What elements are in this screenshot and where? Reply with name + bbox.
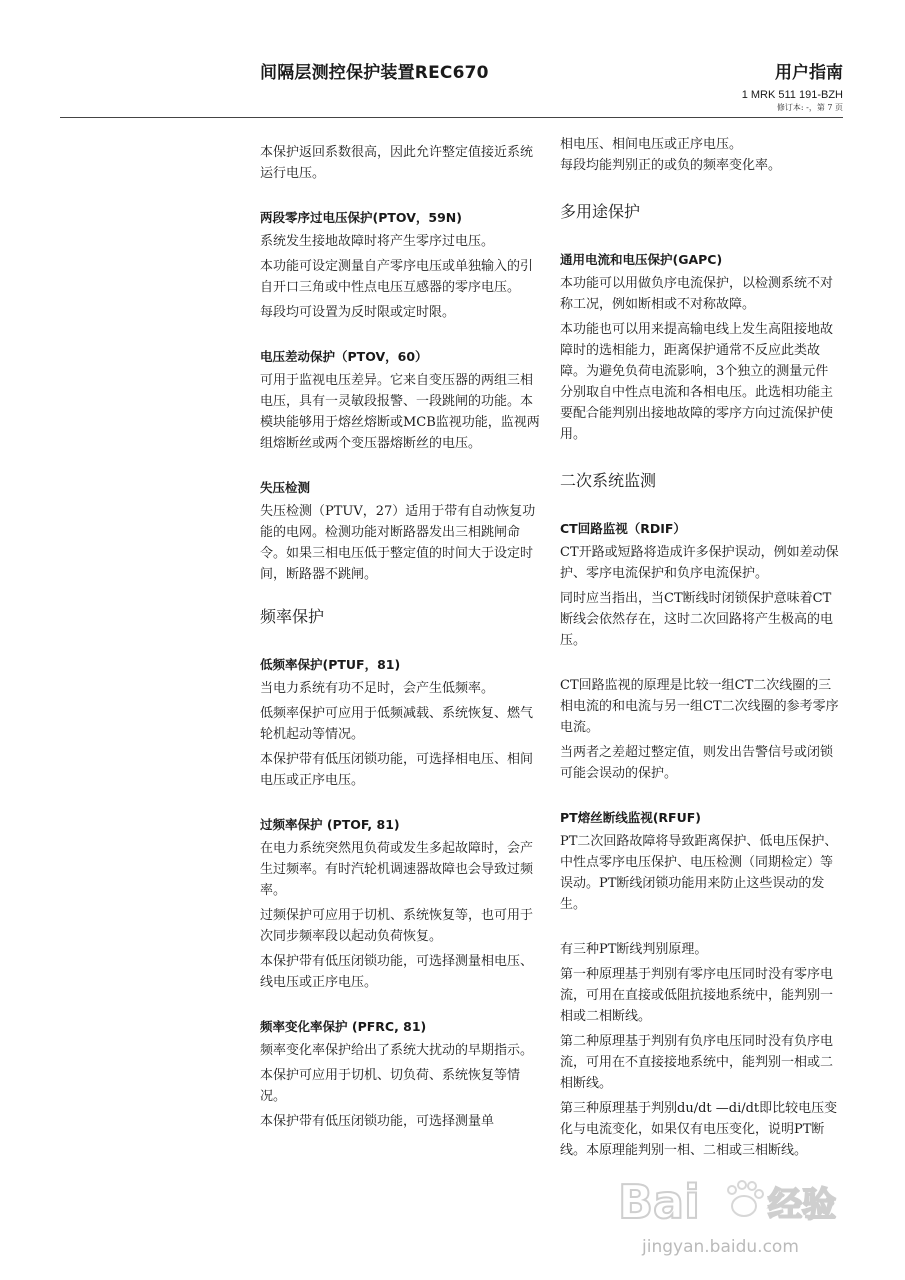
paragraph: 每段均可设置为反时限或定时限。: [260, 305, 456, 320]
paragraph: 可用于监视电压差异。它来自变压器的两组三相电压，具有一灵敏段报警、一段跳闸的功能。本模块能够用于熔丝熔断或MCB监视功能，监视两组熔断丝或两个变压器熔断丝的电压。: [260, 373, 540, 451]
paragraph: 相电压、相间电压或正序电压。: [560, 137, 743, 152]
subheading-gapc: 通用电流和电压保护(GAPC): [560, 252, 723, 267]
subheading-rfuf: PT熔丝断线监视(RFUF): [560, 810, 701, 825]
section-heading-multipurpose: 多用途保护: [560, 202, 641, 221]
document-id: 1 MRK 511 191-BZH: [741, 89, 843, 101]
paragraph: 低频率保护可应用于低频减载、系统恢复、燃气轮机起动等情况。: [260, 706, 534, 742]
paragraph: 有三种PT断线判别原理。: [560, 942, 708, 957]
paragraph: CT开路或短路将造成许多保护误动，例如差动保护、零序电流保护和负序电流保护。: [560, 545, 839, 581]
paragraph: 本保护返回系数很高，因此允许整定值接近系统运行电压。: [260, 145, 534, 181]
watermark-brand: Bai: [618, 1175, 700, 1229]
revision-page: 修订本: -，第 7 页: [776, 103, 843, 112]
paragraph: 第三种原理基于判别du/dt —di/dt即比较电压变化与电流变化，如果仅有电压变化，说明PT断线。本原理能判别一相、二相或三相断线。: [560, 1101, 838, 1158]
paragraph: 过频保护可应用于切机、系统恢复等，也可用于次同步频率段以起动负荷恢复。: [260, 908, 534, 944]
paragraph: 本保护带有低压闭锁功能，可选择测量相电压、线电压或正序电压。: [260, 954, 534, 990]
paragraph: 失压检测（PTUV，27）适用于带有自动恢复功能的电网。检测功能对断路器发出三相跳闸命令。如果三相电压低于整定值的时间大于设定时间，断路器不跳闸。: [260, 504, 536, 582]
paragraph: 本功能可设定测量自产零序电压或单独输入的引自开口三角或中性点电压互感器的零序电压。: [260, 259, 534, 295]
paragraph: 当电力系统有功不足时，会产生低频率。: [260, 681, 495, 696]
paragraph: 本保护可应用于切机、切负荷、系统恢复等情况。: [260, 1068, 521, 1104]
paragraph: CT回路监视的原理是比较一组CT二次线圈的三相电流的和电流与另一组CT二次线圈的参考零序电流。: [560, 678, 839, 735]
paragraph: 本功能也可以用来提高输电线上发生高阻接地故障时的选相能力，距离保护通常不反应此类故障。为避免负荷电流影响，3个独立的测量元件分别取自中性点电流和各相电压。此选相功能主要配合能判别出接地故障的零序方向过流保护使用。: [560, 322, 834, 442]
paragraph: 本保护带有低压闭锁功能，可选择相电压、相间电压或正序电压。: [260, 752, 534, 788]
paragraph: 每段均能判别正的或负的频率变化率。: [560, 158, 782, 173]
document-title: 间隔层测控保护装置REC670: [260, 63, 489, 83]
watermark-url: jingyan.baidu.com: [642, 1237, 799, 1257]
subheading-ptuf: 低频率保护(PTUF，81): [260, 657, 401, 672]
paragraph: 本保护带有低压闭锁功能，可选择测量单: [260, 1114, 495, 1129]
section-heading-frequency: 频率保护: [260, 607, 325, 626]
header-meta: [742, 62, 843, 113]
subheading-ptuv: 失压检测: [260, 480, 311, 495]
right-column: [560, 137, 840, 1165]
paragraph: 第二种原理基于判别有负序电压同时没有负序电流，可用在不直接接地系统中，能判别一相或二相断线。: [560, 1034, 834, 1091]
paragraph: 第一种原理基于判别有零序电压同时没有零序电流，可用在直接或低阻抗接地系统中，能判别一相或二相断线。: [560, 967, 834, 1024]
paragraph: 频率变化率保护给出了系统大扰动的早期指示。: [260, 1043, 534, 1058]
user-guide-label: 用户指南: [775, 63, 843, 83]
watermark-brand-tail: 经验: [768, 1185, 836, 1225]
left-column: [260, 142, 540, 1136]
paragraph: PT二次回路故障将导致距离保护、低电压保护、中性点零序电压保护、电压检测（同期检定）等误动。PT断线闭锁功能用来防止这些误动的发生。: [560, 834, 838, 912]
header-divider: [60, 117, 843, 118]
subheading-pfrc: 频率变化率保护 (PFRC, 81): [260, 1019, 427, 1034]
paragraph: 当两者之差超过整定值，则发出告警信号或闭锁可能会误动的保护。: [560, 745, 834, 781]
subheading-rdif: CT回路监视（RDIF）: [560, 521, 686, 536]
paw-icon: [728, 1181, 763, 1216]
subheading-ptov-60: 电压差动保护（PTOV，60）: [260, 349, 428, 364]
subheading-ptof: 过频率保护 (PTOF, 81): [260, 817, 400, 832]
section-heading-secondary-monitoring: 二次系统监测: [560, 471, 657, 490]
paragraph: 在电力系统突然甩负荷或发生多起故障时，会产生过频率。有时汽轮机调速器故障也会导致过频率。: [260, 841, 534, 898]
subheading-ptov-59n: 两段零序过电压保护(PTOV，59N): [260, 210, 462, 225]
baidu-jingyan-watermark: [612, 1160, 852, 1270]
paragraph: 系统发生接地故障时将产生零序过电压。: [260, 234, 495, 249]
paragraph: 同时应当指出，当CT断线时闭锁保护意味着CT断线会依然存在，这时二次回路将产生极高的电压。: [560, 591, 834, 648]
paragraph: 本功能可以用做负序电流保护，以检测系统不对称工况，例如断相或不对称故障。: [560, 276, 834, 312]
